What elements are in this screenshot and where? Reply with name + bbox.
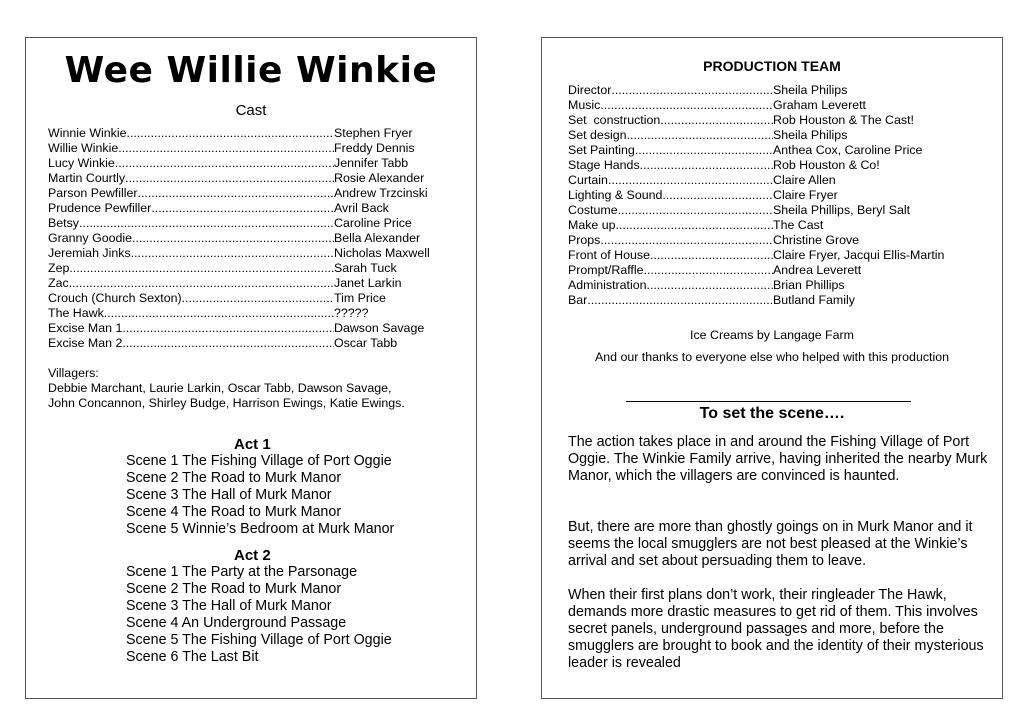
cast-role: Excise Man 1 — [48, 321, 123, 335]
scene-item: Scene 6 The Last Bit — [126, 649, 259, 665]
cast-actor: Janet Larkin — [334, 276, 402, 290]
team-member: Andrea Leverett — [773, 263, 862, 277]
team-role: Administration — [568, 278, 647, 292]
cast-role: Jeremiah Jinks — [48, 246, 131, 260]
team-role: Set Painting — [568, 143, 635, 157]
cast-role: Prudence Pewfiller — [48, 201, 152, 215]
team-member: Sheila Phillips, Beryl Salt — [773, 203, 911, 217]
team-role: Stage Hands — [568, 158, 640, 172]
cast-actor: Stephen Fryer — [334, 126, 413, 140]
cast-role: Winnie Winkie — [48, 126, 127, 140]
team-member: Anthea Cox, Caroline Price — [773, 143, 923, 157]
right-page — [541, 37, 1003, 699]
team-row — [568, 128, 998, 143]
cast-actor: Tim Price — [334, 291, 386, 305]
scene-item: Scene 3 The Hall of Murk Manor — [126, 487, 332, 503]
scene-heading: To set the scene…. — [699, 405, 845, 422]
scene-item: Scene 5 The Fishing Village of Port Oggie — [126, 632, 392, 648]
cast-row — [48, 171, 468, 186]
cast-role: Parson Pewfiller — [48, 186, 138, 200]
team-member: Rob Houston & The Cast! — [773, 113, 914, 127]
cast-row — [48, 291, 468, 306]
cast-actor: Avril Back — [334, 201, 389, 215]
team-member: Sheila Philips — [773, 83, 848, 97]
production-team-heading: PRODUCTION TEAM — [703, 58, 841, 74]
cast-row — [48, 306, 468, 321]
cast-actor: Sarah Tuck — [334, 261, 397, 275]
team-member: Claire Fryer, Jacqui Ellis-Martin — [773, 248, 945, 262]
cast-role: Lucy Winkie — [48, 156, 115, 170]
team-member: Brian Phillips — [773, 278, 845, 292]
cast-actor: Freddy Dennis — [334, 141, 415, 155]
team-role: Music — [568, 98, 601, 112]
team-member: The Cast — [773, 218, 824, 232]
synopsis-paragraph: When their first plans don’t work, their ringleader The Hawk, demands more drastic measures to get rid of them. This involves secret panels, underground passages and more, before the smugglers are brought to book and the identity of their mysterious leader is revealed — [568, 587, 984, 671]
team-row — [568, 203, 998, 218]
cast-row — [48, 321, 468, 336]
cast-row — [48, 126, 468, 141]
cast-actor: Oscar Tabb — [334, 336, 398, 350]
team-member: Butland Family — [773, 293, 855, 307]
thanks-note: And our thanks to everyone else who helped with this production — [594, 350, 950, 364]
team-role: Make up — [568, 218, 616, 232]
villagers-line: Debbie Marchant, Laurie Larkin, Oscar Tabb, Dawson Savage, — [48, 381, 392, 395]
cast-role: Martin Courtly — [48, 171, 126, 185]
cast-role: Willie Winkie — [48, 141, 119, 155]
team-row — [568, 233, 998, 248]
team-row — [568, 83, 998, 98]
cast-actor: Dawson Savage — [334, 321, 425, 335]
team-member: Claire Allen — [773, 173, 836, 187]
act-title: Act 2 — [234, 547, 271, 564]
villagers-block — [48, 366, 468, 411]
team-role: Lighting & Sound — [568, 188, 663, 202]
cast-actor: Caroline Price — [334, 216, 412, 230]
team-member: Christine Grove — [773, 233, 860, 247]
play-title: Wee Willie Winkie — [64, 50, 438, 91]
cast-role: Betsy — [48, 216, 79, 230]
ice-creams-credit: Ice Creams by Langage Farm — [690, 328, 854, 342]
scene-item: Scene 4 An Underground Passage — [126, 615, 347, 631]
cast-actor: Nicholas Maxwell — [334, 246, 430, 260]
team-role: Front of House — [568, 248, 650, 262]
scene-item: Scene 3 The Hall of Murk Manor — [126, 598, 332, 614]
team-role: Prompt/Raffle — [568, 263, 644, 277]
cast-actor: Bella Alexander — [334, 231, 421, 245]
team-role: Curtain — [568, 173, 608, 187]
synopsis-paragraph: The action takes place in and around the Fishing Village of Port Oggie. The Winkie Family arrive, having inherited the nearby Murk Manor, which the villagers are convinced is haunted. — [568, 434, 988, 484]
cast-role: Granny Goodie — [48, 231, 133, 245]
left-page — [25, 37, 477, 699]
team-role: Set construction — [568, 113, 661, 127]
cast-row — [48, 261, 468, 276]
cast-role: Crouch (Church Sexton) — [48, 291, 182, 305]
cast-role: Excise Man 2 — [48, 336, 123, 350]
cast-row — [48, 246, 468, 261]
team-member: Rob Houston & Co! — [773, 158, 880, 172]
scene-item: Scene 4 The Road to Murk Manor — [126, 504, 342, 520]
cast-row — [48, 336, 468, 351]
scene-item: Scene 2 The Road to Murk Manor — [126, 581, 342, 597]
cast-row — [48, 141, 468, 156]
team-role: Director — [568, 83, 612, 97]
team-row — [568, 293, 998, 308]
synopsis-paragraph: But, there are more than ghostly goings on in Murk Manor and it seems the local smugglers are not best pleased at the Winkie’s arrival and set about persuading them to leave. — [568, 519, 973, 569]
cast-row — [48, 186, 468, 201]
cast-heading: Cast — [235, 102, 267, 119]
cast-role: Zac — [48, 276, 69, 290]
team-member: Claire Fryer — [773, 188, 838, 202]
team-row — [568, 98, 998, 113]
act-title: Act 1 — [234, 436, 271, 453]
team-member: Graham Leverett — [773, 98, 866, 112]
villagers-line: John Concannon, Shirley Budge, Harrison Ewings, Katie Ewings. — [48, 396, 405, 410]
scene-item: Scene 1 The Party at the Parsonage — [126, 564, 358, 580]
team-row — [568, 218, 998, 233]
team-row — [568, 158, 998, 173]
team-row — [568, 113, 998, 128]
scene-item: Scene 2 The Road to Murk Manor — [126, 470, 342, 486]
cast-actor: Jennifer Tabb — [334, 156, 409, 170]
cast-row — [48, 276, 468, 291]
cast-role: Zep — [48, 261, 70, 275]
cast-row — [48, 231, 468, 246]
team-role: Props — [568, 233, 601, 247]
villagers-label: Villagers: — [48, 366, 99, 380]
team-role: Bar — [568, 293, 588, 307]
team-row — [568, 188, 998, 203]
divider-line — [626, 401, 911, 402]
team-row — [568, 143, 998, 158]
team-row — [568, 173, 998, 188]
team-row — [568, 263, 998, 278]
production-team-list — [568, 83, 998, 308]
cast-actor: ????? — [334, 306, 369, 320]
scene-item: Scene 5 Winnie’s Bedroom at Murk Manor — [126, 521, 395, 537]
team-member: Sheila Philips — [773, 128, 848, 142]
cast-actor: Andrew Trzcinski — [334, 186, 428, 200]
team-role: Costume — [568, 203, 618, 217]
cast-row — [48, 216, 468, 231]
team-row — [568, 278, 998, 293]
scene-item: Scene 1 The Fishing Village of Port Oggie — [126, 453, 392, 469]
cast-row — [48, 156, 468, 171]
cast-list — [48, 126, 468, 351]
cast-role: The Hawk — [48, 306, 104, 320]
team-row — [568, 248, 998, 263]
act-1-block — [126, 436, 466, 538]
cast-row — [48, 201, 468, 216]
team-role: Set design — [568, 128, 627, 142]
cast-actor: Rosie Alexander — [334, 171, 425, 185]
act-2-block — [126, 547, 466, 666]
